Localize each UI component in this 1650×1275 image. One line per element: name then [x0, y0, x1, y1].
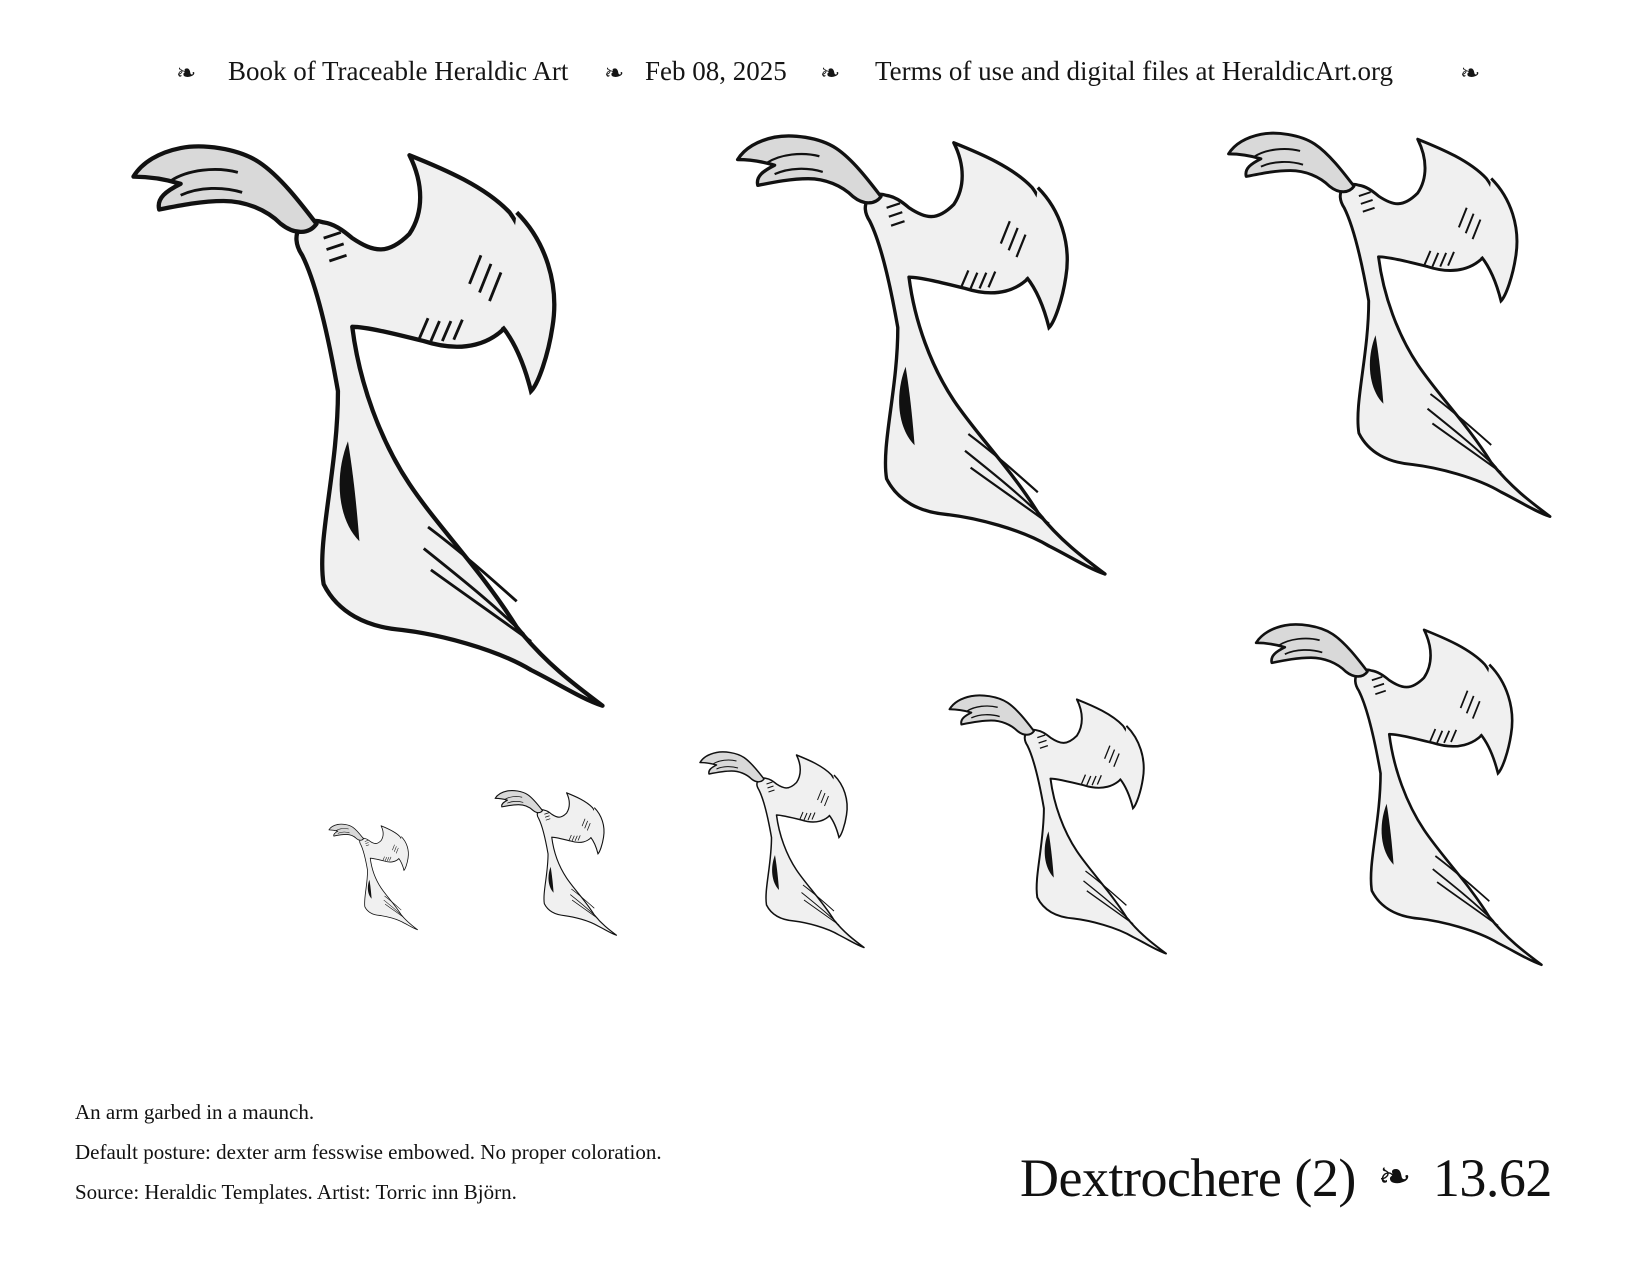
dextrochere-medium-3 — [1256, 624, 1541, 964]
terms-link[interactable]: Terms of use and digital files at HeraldicArt.org — [875, 56, 1393, 86]
dextrochere-small-4 — [329, 824, 418, 930]
fleuron-icon: ❧ — [176, 59, 197, 87]
book-title: Book of Traceable Heraldic Art — [228, 56, 569, 86]
fleuron-icon: ❧ — [604, 59, 625, 87]
plate-name: Dextrochere (2) — [1020, 1148, 1356, 1208]
plate-title — [1020, 1147, 1552, 1209]
fleuron-icon: ❧ — [1460, 59, 1481, 87]
plate-number: 13.62 — [1432, 1148, 1552, 1208]
caption-block — [75, 1092, 662, 1212]
dextrochere-large — [133, 146, 602, 705]
fleuron-icon: ❧ — [1377, 1154, 1411, 1200]
fleuron-icon: ❧ — [820, 59, 841, 87]
dextrochere-small-1 — [950, 695, 1166, 953]
caption-source: Source: Heraldic Templates. Artist: Torric inn Björn. — [75, 1180, 517, 1204]
caption-description: An arm garbed in a maunch. — [75, 1100, 315, 1124]
dextrochere-medium-2 — [1229, 133, 1550, 516]
header-date: Feb 08, 2025 — [645, 56, 787, 86]
dextrochere-medium-1 — [738, 136, 1105, 574]
dextrochere-small-2 — [700, 752, 864, 948]
dextrochere-small-3 — [495, 791, 616, 936]
caption-posture: Default posture: dexter arm fesswise embowed. No proper coloration. — [75, 1140, 662, 1164]
